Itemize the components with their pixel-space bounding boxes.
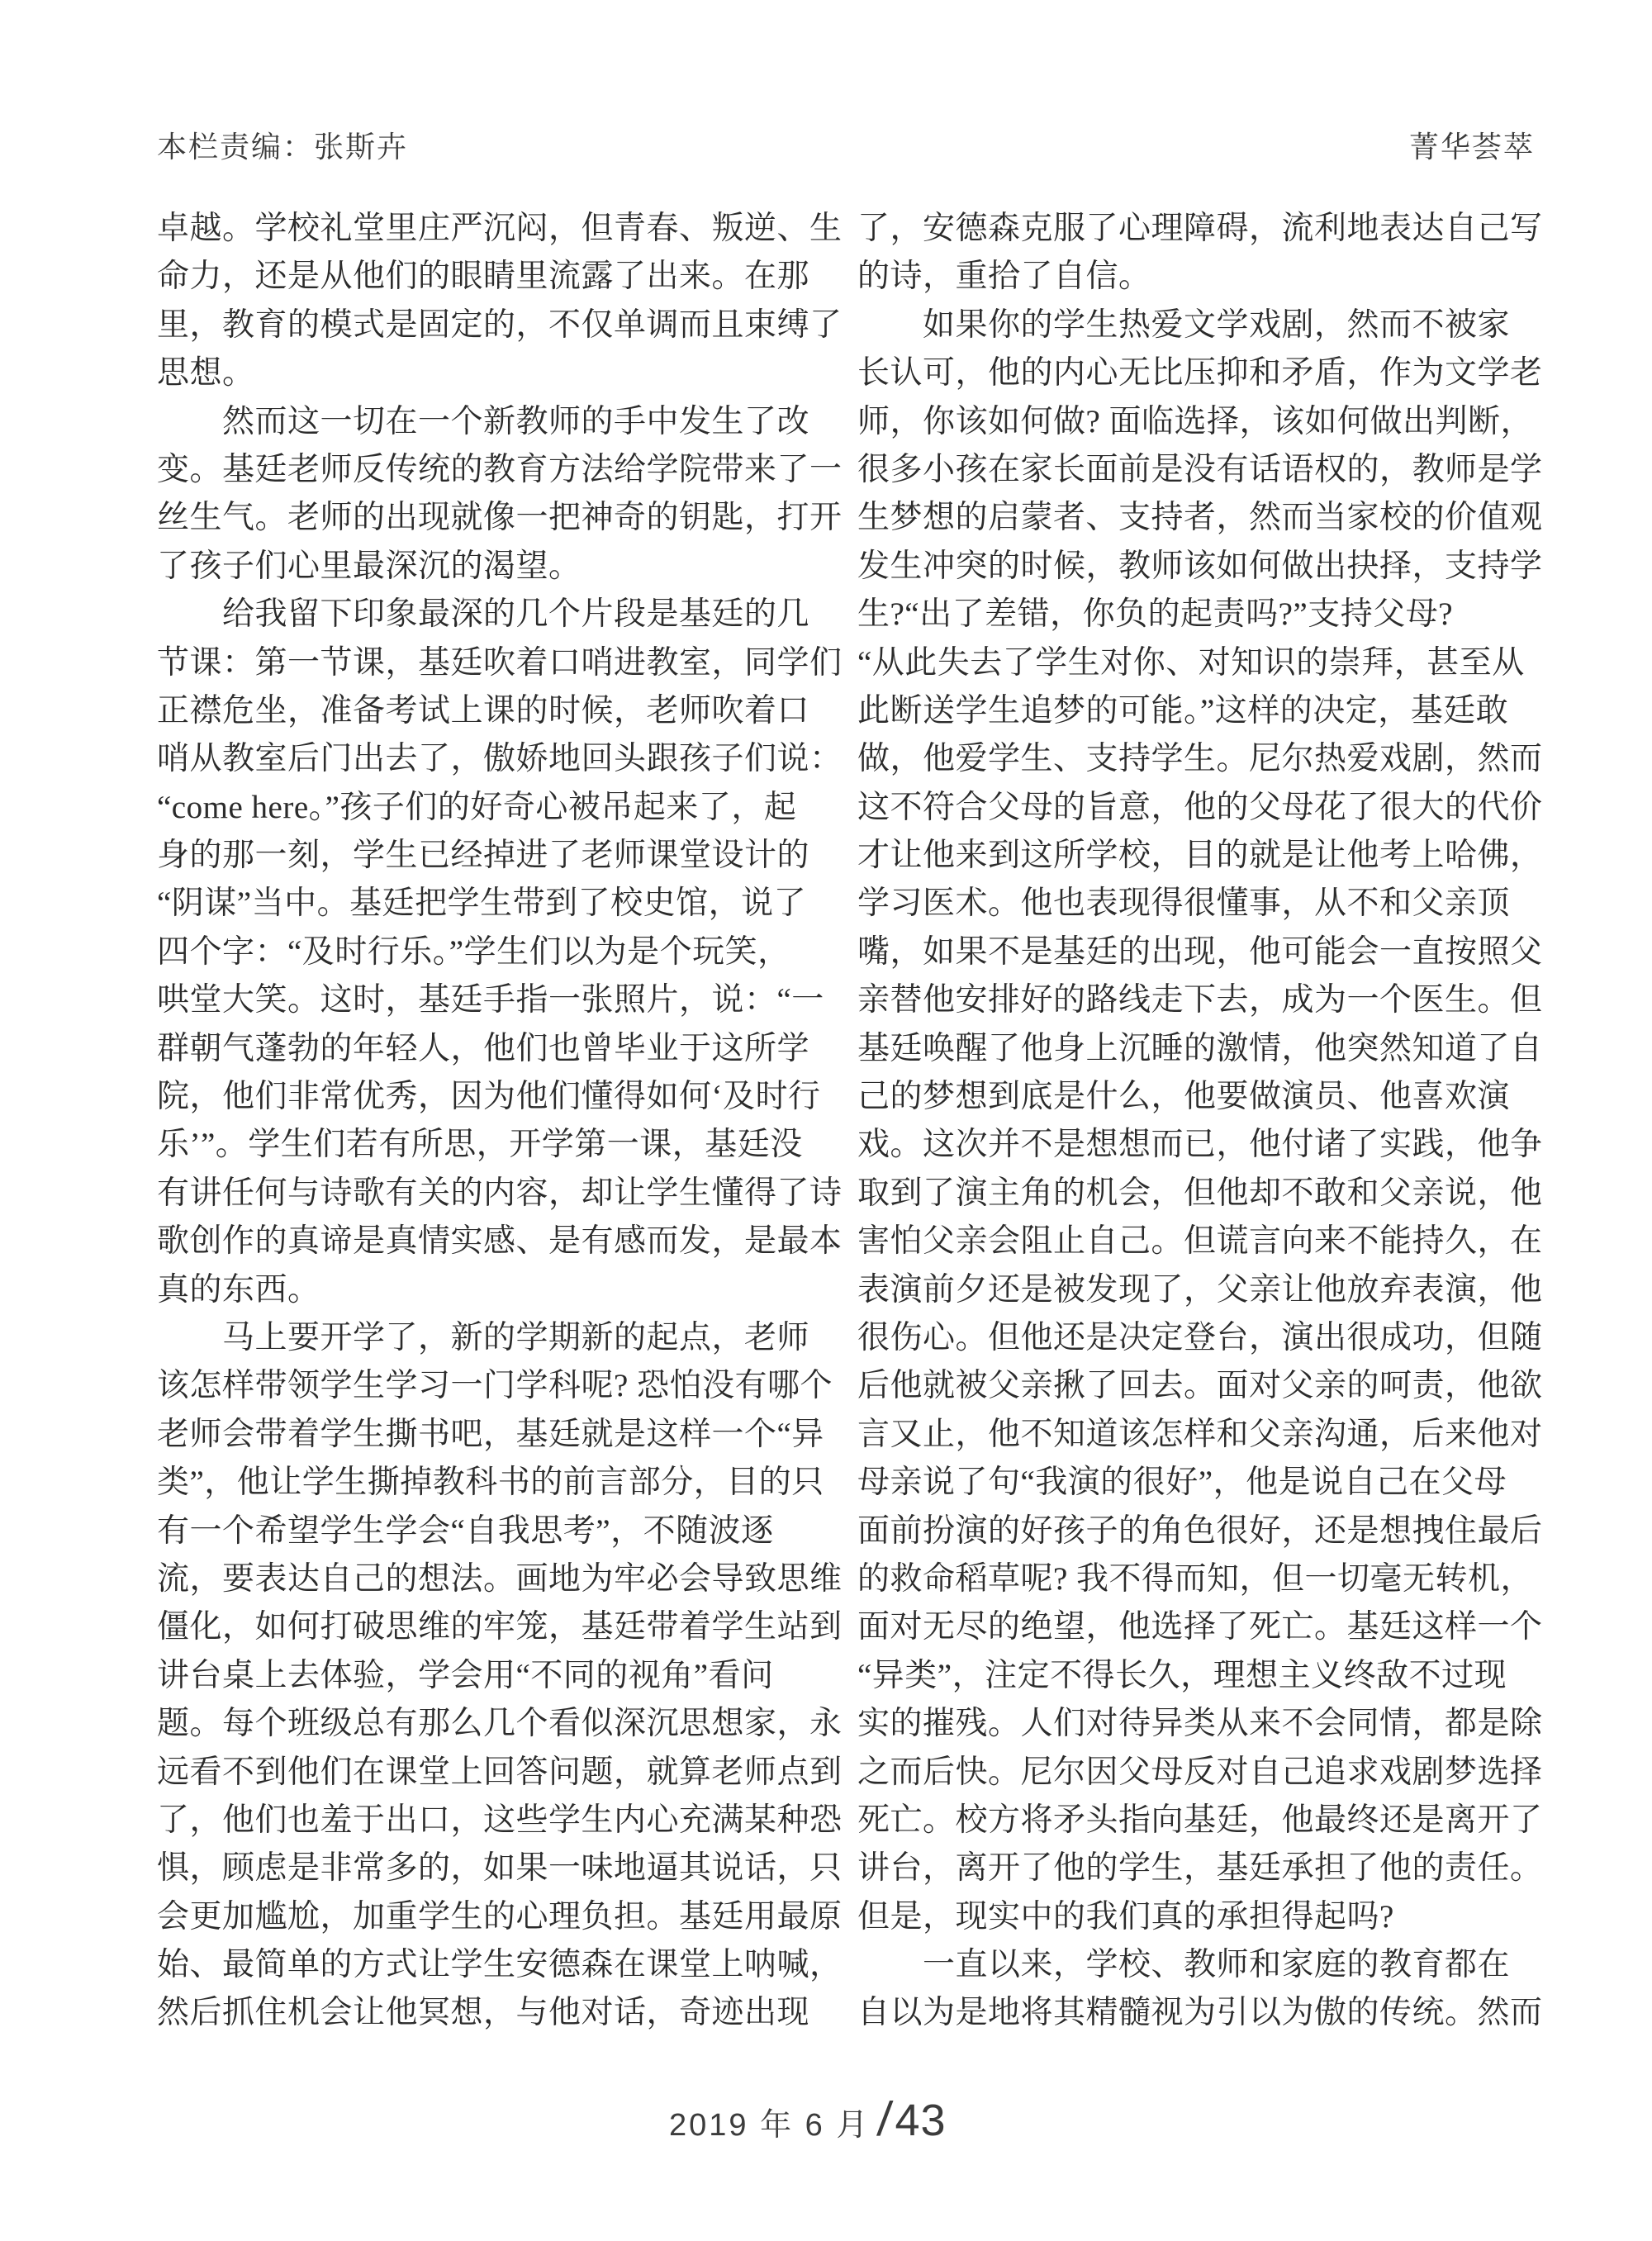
text-line: 然后抓住机会让他冥想，与他对话，奇迹出现	[157, 1995, 810, 2031]
text-line: “从此失去了学生对你、对知识的崇拜，甚至从	[857, 644, 1525, 681]
text-line: 给我留下印象最深的几个片段是基廷的几	[157, 596, 810, 633]
text-line: 然而这一切在一个新教师的手中发生了改	[157, 403, 810, 439]
text-line: 己的梦想到底是什么，他要做演员、他喜欢演	[857, 1079, 1511, 1115]
text-line: 做，他爱学生、支持学生。尼尔热爱戏剧，然而	[857, 741, 1543, 777]
text-line: 嘴，如果不是基廷的出现，他可能会一直按照父	[857, 933, 1543, 970]
text-line: 亲替他安排好的路线走下去，成为一个医生。但	[857, 982, 1543, 1018]
text-line: 命力，还是从他们的眼睛里流露了出来。在那	[157, 259, 810, 295]
text-line: 发生冲突的时候，教师该如何做出抉择，支持学	[857, 548, 1543, 584]
text-line: 会更加尴尬，加重学生的心理负担。基廷用最原	[157, 1898, 843, 1935]
text-line: 卓越。学校礼堂里庄严沉闷，但青春、叛逆、生	[157, 211, 843, 246]
text-line: 歌创作的真谛是真情实感、是有感而发，是最本	[157, 1223, 843, 1260]
text-line: 丝生气。老师的出现就像一把神奇的钥匙，打开	[157, 500, 843, 536]
right-column	[857, 205, 1543, 2038]
text-line: 里，教育的模式是固定的，不仅单调而且束缚了	[157, 306, 843, 343]
text-line: 生?“出了差错，你负的起责吗?”支持父母?	[857, 596, 1454, 633]
text-line: 流，要表达自己的想法。画地为牢必会导致思维	[157, 1560, 843, 1597]
text-line: 害怕父亲会阻止自己。但谎言向来不能持久，在	[857, 1223, 1543, 1260]
left-column	[157, 205, 843, 2038]
text-line: 远看不到他们在课堂上回答问题，就算老师点到	[157, 1754, 843, 1790]
page-footer	[669, 2091, 947, 2147]
text-line: 言又止，他不知道该怎样和父亲沟通，后来他对	[857, 1416, 1543, 1452]
text-line: 这不符合父母的旨意，他的父母花了很大的代价	[857, 789, 1543, 825]
text-line: 讲台桌上去体验，学会用“不同的视角”看问	[157, 1657, 774, 1693]
text-line: 很伤心。但他还是决定登台，演出很成功，但随	[857, 1319, 1543, 1356]
text-line: 哨从教室后门出去了，傲娇地回头跟孩子们说：	[157, 741, 843, 777]
text-line: 很多小孩在家长面前是没有话语权的，教师是学	[857, 451, 1543, 487]
text-line: “异类”，注定不得长久，理想主义终敌不过现	[857, 1657, 1507, 1693]
footer-separator: /	[875, 2092, 895, 2146]
text-line: 老师会带着学生撕书吧，基廷就是这样一个“异	[157, 1416, 824, 1452]
text-line: 了，安德森克服了心理障碍，流利地表达自己写	[857, 211, 1543, 246]
text-line: 的诗，重拾了自信。	[857, 259, 1151, 295]
text-line: 自以为是地将其精髓视为引以为傲的传统。然而	[857, 1995, 1543, 2031]
text-line: 实的摧残。人们对待异类从来不会同情，都是除	[857, 1706, 1543, 1742]
text-line: 题。每个班级总有那么几个看似深沉思想家，永	[157, 1706, 843, 1742]
text-line: 取到了演主角的机会，但他却不敢和父亲说，他	[857, 1175, 1543, 1211]
text-line: 死亡。校方将矛头指向基廷，他最终还是离开了	[857, 1802, 1543, 1838]
text-line: 真的东西。	[157, 1271, 320, 1308]
text-line: “come here。”孩子们的好奇心被吊起来了，起	[157, 789, 797, 825]
text-line: 面对无尽的绝望，他选择了死亡。基廷这样一个	[857, 1609, 1543, 1645]
text-line: 之而后快。尼尔因父母反对自己追求戏剧梦选择	[857, 1754, 1543, 1790]
text-line: 变。基廷老师反传统的教育方法给学院带来了一	[157, 451, 843, 487]
text-line: 有一个希望学生学会“自我思考”，不随波逐	[157, 1512, 774, 1549]
page-header	[157, 124, 1535, 166]
text-line: 群朝气蓬勃的年轻人，他们也曾毕业于这所学	[157, 1030, 810, 1066]
text-line: 始、最简单的方式让学生安德森在课堂上呐喊，	[157, 1947, 843, 1983]
text-line: 但是，现实中的我们真的承担得起吗?	[857, 1898, 1394, 1935]
text-line: 一直以来，学校、教师和家庭的教育都在	[857, 1947, 1511, 1983]
text-line: 正襟危坐，准备考试上课的时候，老师吹着口	[157, 692, 810, 729]
text-line: 四个字：“及时行乐。”学生们以为是个玩笑，	[157, 933, 790, 970]
text-line: 表演前夕还是被发现了，父亲让他放弃表演，他	[857, 1271, 1543, 1308]
text-line: 基廷唤醒了他身上沉睡的激情，他突然知道了自	[857, 1030, 1543, 1066]
text-line: 才让他来到这所学校，目的就是让他考上哈佛，	[857, 838, 1543, 874]
text-line: 面前扮演的好孩子的角色很好，还是想拽住最后	[857, 1512, 1543, 1549]
editor-note: 本栏责编：张斯卉	[157, 130, 409, 164]
text-line: 学习医术。他也表现得很懂事，从不和父亲顶	[857, 885, 1511, 922]
text-line: 如果你的学生热爱文学戏剧，然而不被家	[857, 306, 1511, 343]
text-line: 院，他们非常优秀，因为他们懂得如何‘及时行	[157, 1079, 821, 1115]
text-line: “阴谋”当中。基廷把学生带到了校史馆，说了	[157, 885, 807, 922]
text-line: 身的那一刻，学生已经掉进了老师课堂设计的	[157, 838, 810, 874]
text-line: 了孩子们心里最深沉的渴望。	[157, 548, 582, 584]
text-line: 生梦想的启蒙者、支持者，然而当家校的价值观	[857, 500, 1543, 536]
text-line: 僵化，如何打破思维的牢笼，基廷带着学生站到	[157, 1609, 843, 1645]
text-line: 节课：第一节课，基廷吹着口哨进教室，同学们	[157, 644, 843, 681]
text-line: 有讲任何与诗歌有关的内容，却让学生懂得了诗	[157, 1175, 843, 1211]
text-line: 师，你该如何做? 面临选择，该如何做出判断，	[857, 403, 1534, 439]
text-line: 母亲说了句“我演的很好”，他是说自己在父母	[857, 1465, 1507, 1501]
text-line: 乐’”。学生们若有所思，开学第一课，基廷没	[157, 1127, 803, 1163]
text-line: 戏。这次并不是想想而已，他付诸了实践，他争	[857, 1127, 1543, 1163]
text-line: 类”，他让学生撕掉教科书的前言部分，目的只	[157, 1465, 824, 1501]
text-line: 后他就被父亲揪了回去。面对父亲的呵责，他欲	[857, 1368, 1543, 1404]
text-line: 了，他们也羞于出口，这些学生内心充满某种恐	[157, 1802, 843, 1838]
text-line: 思想。	[157, 355, 255, 392]
text-line: 马上要开学了，新的学期新的起点，老师	[157, 1319, 810, 1356]
text-line: 讲台，离开了他的学生，基廷承担了他的责任。	[857, 1850, 1543, 1887]
text-line: 惧，顾虑是非常多的，如果一味地逼其说话，只	[157, 1850, 843, 1887]
text-line: 该怎样带领学生学习一门学科呢? 恐怕没有哪个	[157, 1368, 833, 1404]
column-title: 菁华荟萃	[1408, 130, 1535, 164]
text-line: 长认可，他的内心无比压抑和矛盾，作为文学老	[857, 355, 1543, 392]
footer-page-number: 43	[895, 2096, 947, 2145]
text-line: 哄堂大笑。这时，基廷手指一张照片，说：“一	[157, 982, 824, 1018]
text-line: 的救命稻草呢? 我不得而知，但一切毫无转机，	[857, 1560, 1534, 1597]
footer-date: 2019 年 6 月	[669, 2108, 871, 2143]
text-line: 此断送学生追梦的可能。”这样的决定，基廷敢	[857, 692, 1509, 729]
article-body	[157, 205, 1543, 2038]
